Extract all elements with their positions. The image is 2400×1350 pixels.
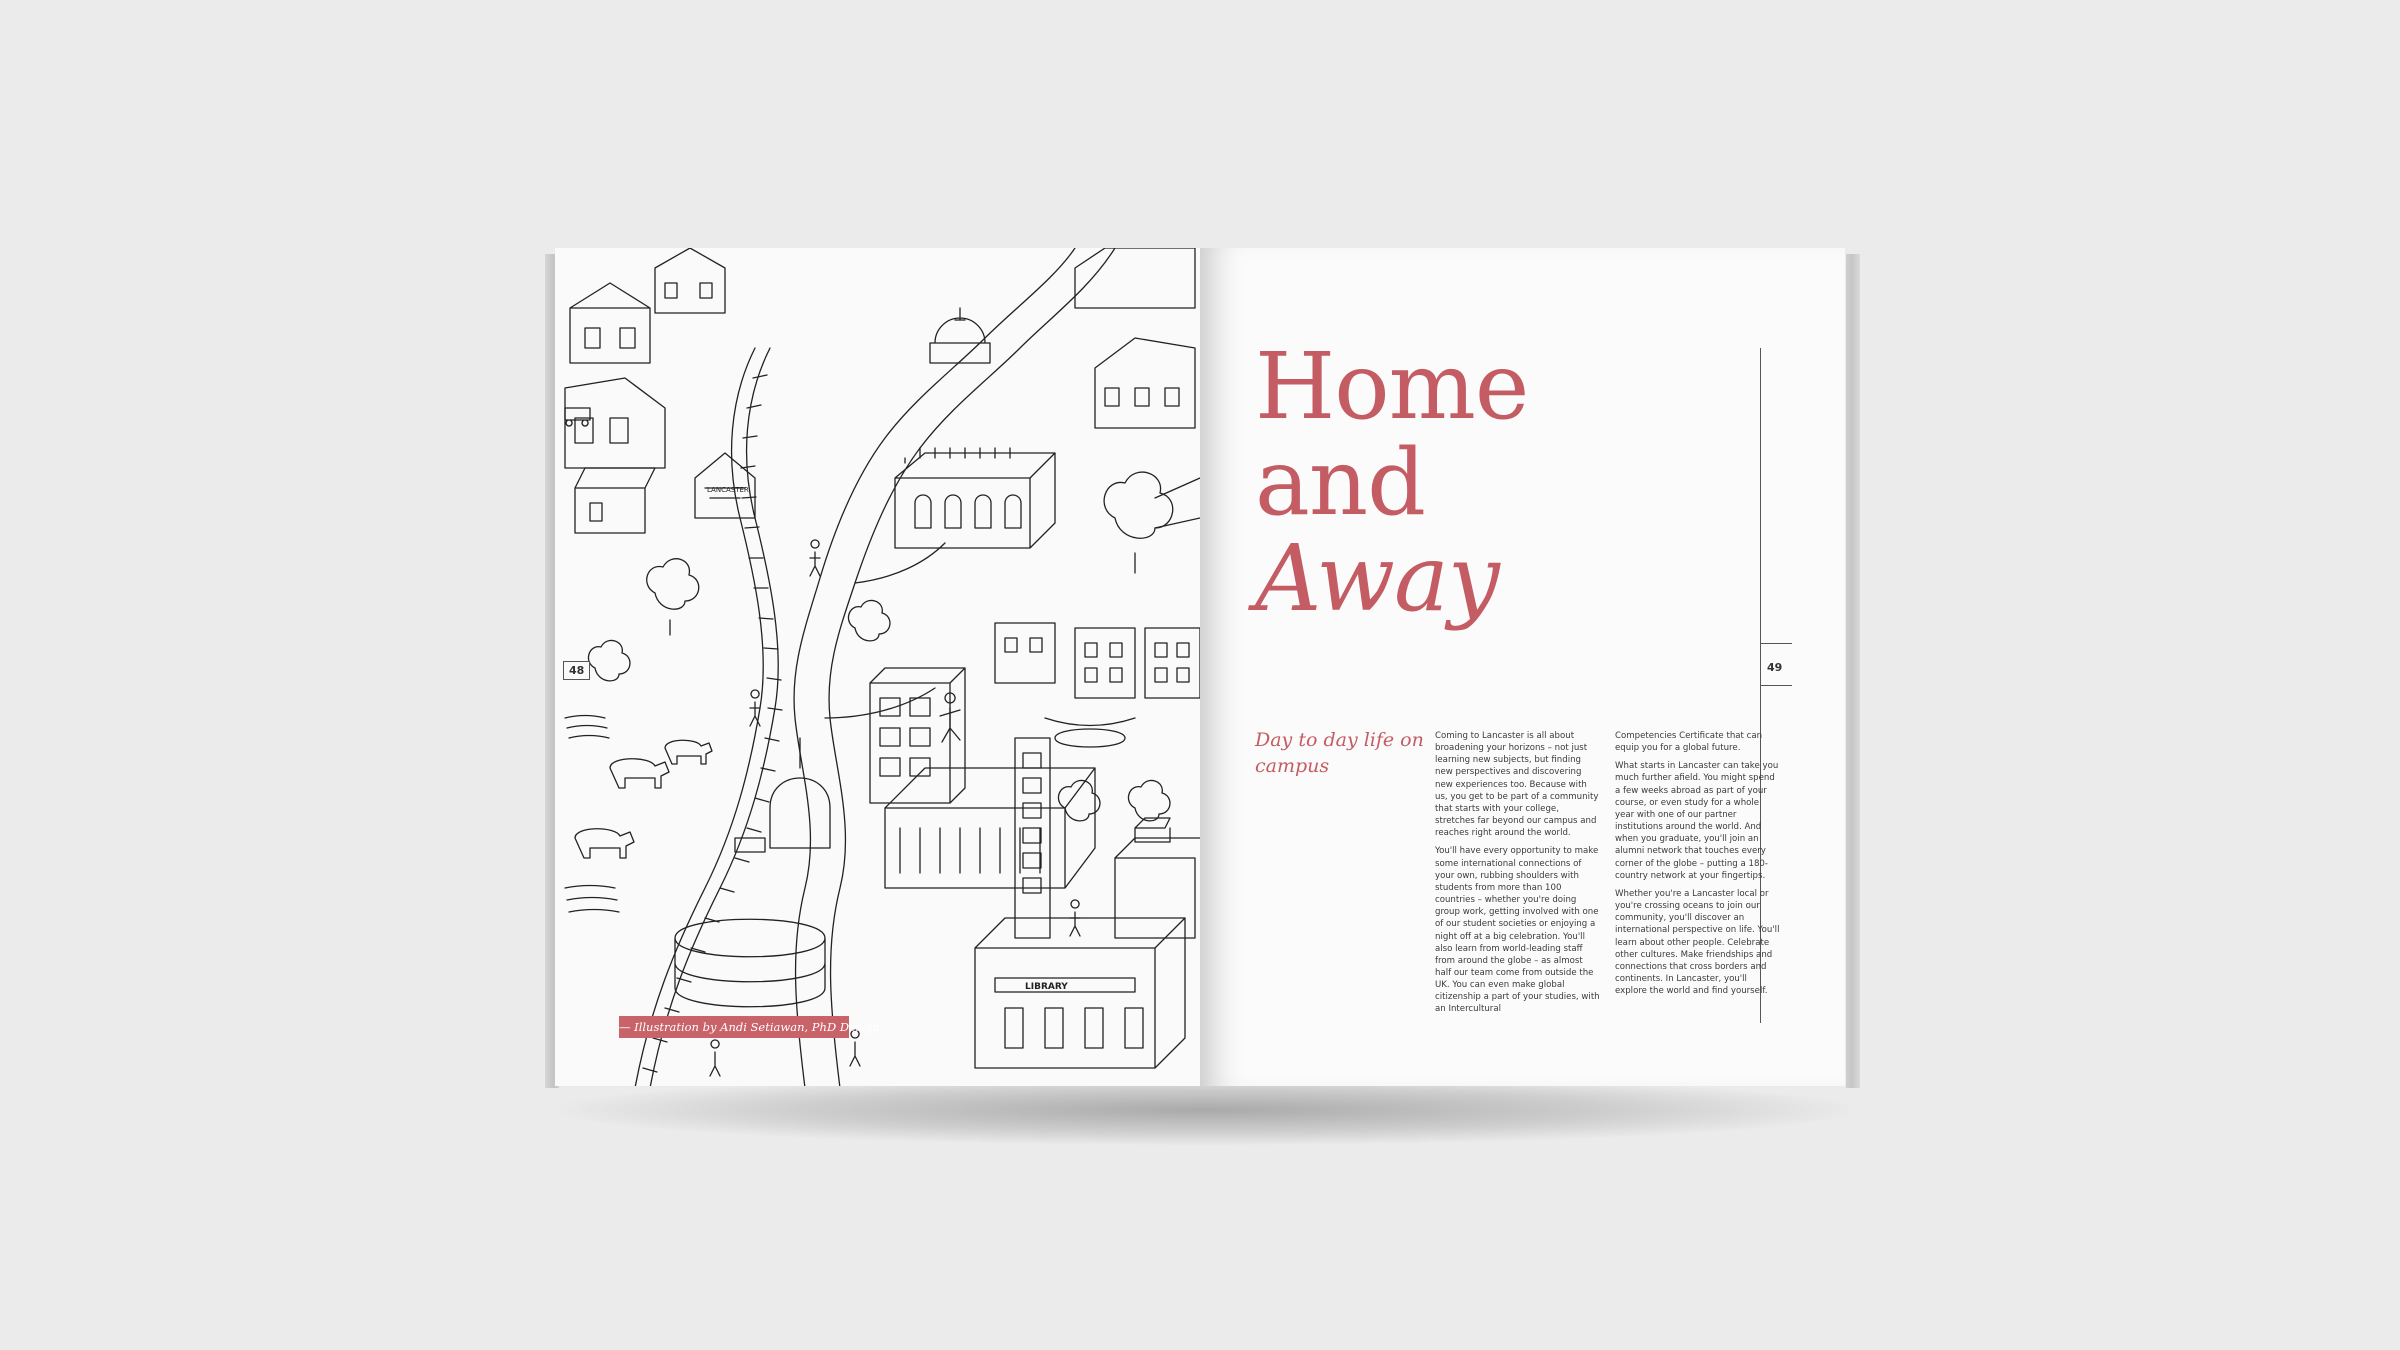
title-line-2: and [1255, 429, 1425, 536]
body-paragraph: Coming to Lancaster is all about broadening your horizons – not just learning new subjects, but finding new perspectives and discovering new experiences too. Because with us, you get to be part of a community that starts with your college, stretches far beyond our campus and reaches right around the world. [1435, 731, 1599, 839]
body-column-2 [1615, 730, 1780, 1003]
illustration-credit: — Illustration by Andi Setiawan, PhD Design [619, 1016, 849, 1038]
page-title [1255, 333, 1529, 632]
page-number-left: 48 [563, 661, 590, 680]
rule-tick-top [1760, 643, 1792, 644]
rule-tick-bottom [1760, 685, 1792, 686]
svg-text:LIBRARY: LIBRARY [1025, 982, 1068, 992]
open-brochure [545, 248, 1860, 1088]
section-subtitle: Day to day life on campus [1255, 729, 1424, 777]
svg-text:LANCASTER: LANCASTER [707, 486, 749, 494]
campus-illustration [555, 248, 1200, 1086]
body-paragraph: What starts in Lancaster can take you much further afield. You might spend a few weeks abroad as part of your course, or even study for a whole year with one of our partner institutions around the world. And when you graduate, you'll join an alumni network that touches every corner of the globe – putting a 180-country network at your fingertips. [1615, 761, 1779, 881]
left-page [555, 248, 1200, 1086]
body-paragraph: You'll have every opportunity to make some international connections of your own, rubbing shoulders with students from more than 100 countries – whether you're doing group work, getting involved with one of our student societies or enjoying a night off at a big celebration. You'll also learn from world-leading staff from around the globe – as almost half our team come from outside the UK. You can even make global citizenship a part of your studies, with an Intercultural [1435, 846, 1600, 1015]
body-paragraph: Competencies Certificate that can equip you for a global future. [1615, 731, 1763, 754]
page-number-right: 49 [1767, 661, 1783, 674]
title-line-3: Away [1255, 525, 1499, 632]
body-paragraph: Whether you're a Lancaster local or you're crossing oceans to join our community, you'll discover an international perspective on life. You'll learn about other people. Celebrate other cultures. Make friendships and connections that cross borders and continents. In Lancaster, you'll explore the world and find yourself. [1615, 888, 1780, 997]
right-page [1200, 248, 1845, 1086]
title-line-1: Home [1255, 333, 1529, 440]
body-column-1 [1435, 730, 1600, 1022]
page-edge-right [1846, 254, 1860, 1088]
